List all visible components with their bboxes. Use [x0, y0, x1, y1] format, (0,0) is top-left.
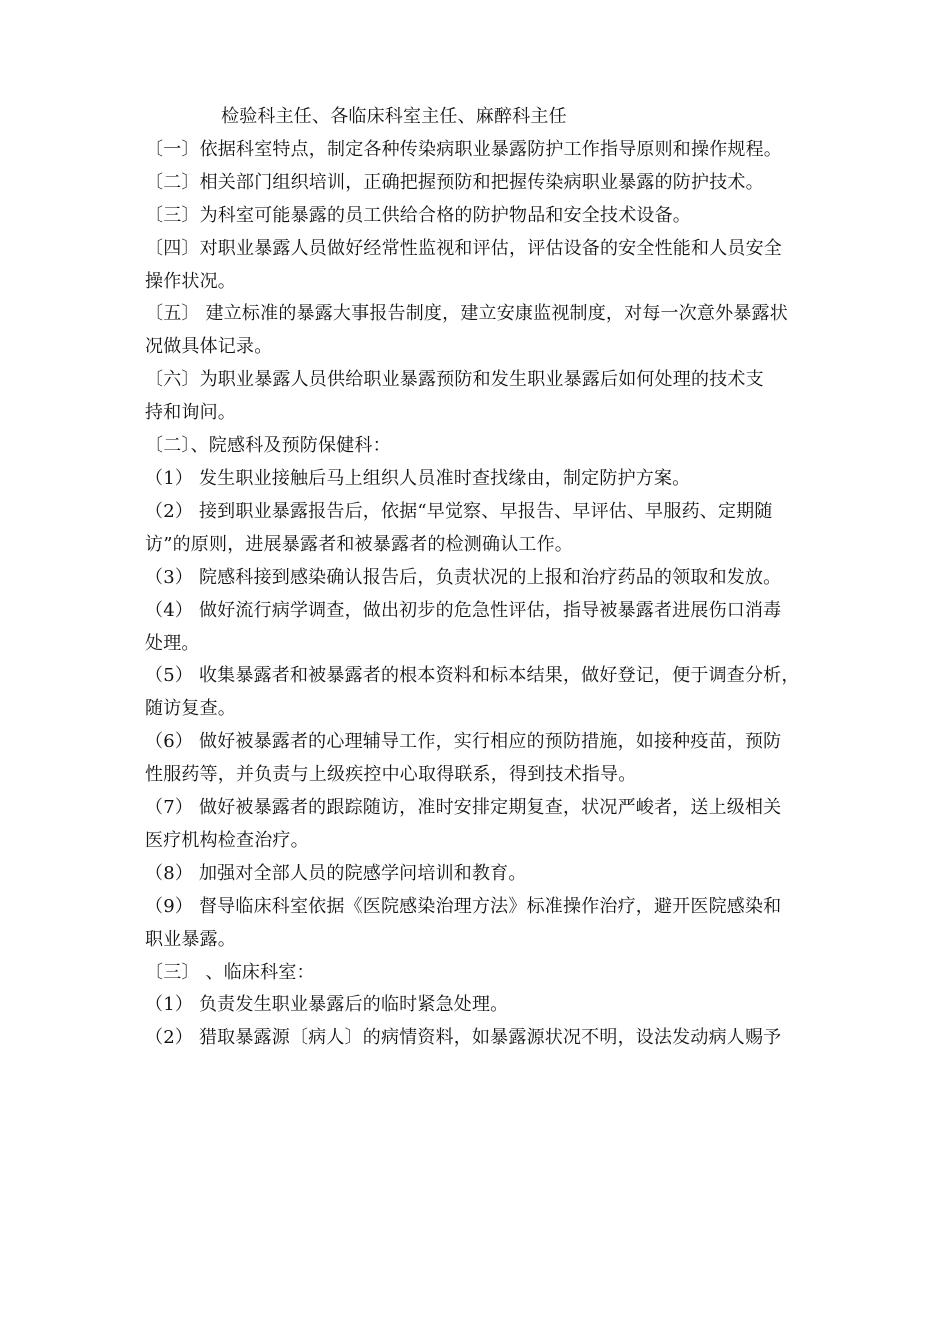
text-line: （2） 接到职业暴露报告后，依据“早觉察、早报告、早评估、早服药、定期随	[145, 500, 773, 522]
section-heading: 〔二〕、院感科及预防保健科：	[145, 435, 391, 457]
text-line: 〔二〕相关部门组织培训，正确把握预防和把握传染病职业暴露的防护技术。	[145, 171, 764, 193]
text-line: （1） 发生职业接触后马上组织人员准时查找缘由，制定防护方案。	[145, 467, 691, 489]
text-line: 职业暴露。	[145, 928, 236, 950]
text-line: 〔四〕对职业暴露人员做好经常性监视和评估，评估设备的安全性能和人员安全	[145, 237, 782, 259]
text-line: 〔五〕 建立标准的暴露大事报告制度，建立安康监视制度，对每一次意外暴露状	[145, 303, 788, 325]
text-line: （2） 猎取暴露源〔病人〕的病情资料，如暴露源状况不明，设法发动病人赐予	[145, 1027, 782, 1049]
text-line: 医疗机构检查治疗。	[145, 829, 309, 851]
section-heading: 〔三〕 、临床科室：	[145, 961, 315, 983]
text-line: 处理。	[145, 632, 200, 654]
text-line: 持和询问。	[145, 402, 236, 424]
text-line: （4） 做好流行病学调查，做出初步的危急性评估，指导被暴露者进展伤口消毒	[145, 599, 782, 621]
text-line: （1） 负责发生职业暴露后的临时紧急处理。	[145, 994, 509, 1016]
text-line: （5） 收集暴露者和被暴露者的根本资料和标本结果，做好登记，便于调查分析，	[145, 665, 800, 687]
text-line: 〔一〕依据科室特点，制定各种传染病职业暴露防护工作指导原则和操作规程。	[145, 138, 782, 160]
document-body	[145, 101, 810, 1055]
text-line: （9） 督导临床科室依据《医院感染治理方法》标准操作治疗，避开医院感染和	[145, 895, 782, 917]
text-line: （3） 院感科接到感染确认报告后，负责状况的上报和治疗药品的领取和发放。	[145, 566, 782, 588]
text-line: （7） 做好被暴露者的跟踪随访，准时安排定期复查，状况严峻者，送上级相关	[145, 797, 782, 819]
text-line: 访”的原则，进展暴露者和被暴露者的检测确认工作。	[145, 533, 573, 555]
text-line: （6） 做好被暴露者的心理辅导工作，实行相应的预防措施，如接种疫苗，预防	[145, 731, 782, 753]
responsible-persons-line: 检验科主任、各临床科室主任、麻醉科主任	[221, 106, 567, 127]
text-line: （8） 加强对全部人员的院感学问培训和教育。	[145, 862, 527, 884]
text-line: 性服药等，并负责与上级疾控中心取得联系，得到技术指导。	[145, 764, 637, 786]
text-line: 随访复查。	[145, 698, 236, 720]
text-line: 〔六〕为职业暴露人员供给职业暴露预防和发生职业暴露后如何处理的技术支	[145, 369, 764, 391]
text-line: 〔三〕为科室可能暴露的员工供给合格的防护物品和安全技术设备。	[145, 204, 691, 226]
text-line: 操作状况。	[145, 270, 236, 292]
text-line: 况做具体记录。	[145, 336, 273, 358]
